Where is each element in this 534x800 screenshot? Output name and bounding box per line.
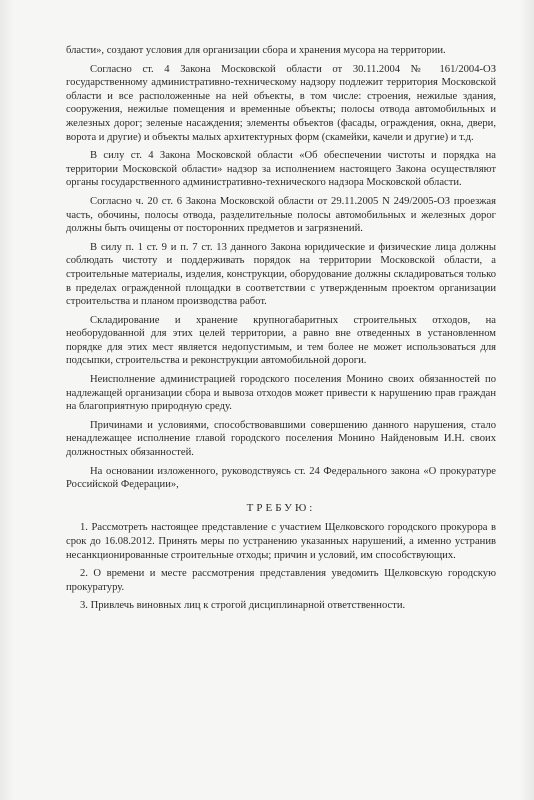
paragraph-waste-storage: Складирование и хранение крупногабаритных строительных отходов, на необорудованной для этих целей территории, а равно вне отведенных в установленном порядке для этих мест является недопустимым, и тем более не может использоваться для подсыпки, строительства и реконструкции автомобильной дороги. <box>66 314 496 367</box>
paragraph-non-performance: Неисполнение администрацией городского поселения Монино своих обязанностей по надлежащей организации сбора и вывоза отходов может привести к нарушению прав граждан на благоприятную природную среду. <box>66 374 496 413</box>
paragraph-law-161: Согласно ст. 4 Закона Московской области от 30.11.2004 № 161/2004-ОЗ государственному административно-техническому надзору подлежит территория Московской области и все расположенные на ней объекты, в том числе: строения, нежилые здания, сооружения, нежилые помещения и временные объекты; полосы отвода автомобильных и железных дорог; зеленые насаждения; элементы объектов (фасады, ограждения, окна, двери, ворота и другие) и объекты малых архитектурных форм (скамейки, качели и другие) и т.д. <box>66 63 496 143</box>
demand-item-1: 1. Рассмотреть настоящее представление с участием Щелковского городского прокурора в срок до 16.08.2012. Принять меры по устранению указанных нарушений, а именно устранив несанкционированные строительные отходы; причин и условий, им способствующих. <box>66 522 496 561</box>
demand-item-3: 3. Привлечь виновных лиц к строгой дисциплинарной ответственности. <box>80 600 406 612</box>
demand-heading: ТРЕБУЮ: <box>246 501 316 514</box>
paragraph-law-249: Согласно ч. 20 ст. 6 Закона Московской области от 29.11.2005 N 249/2005-ОЗ проезжая часть, обочины, полосы отвода, разделительные полосы автомобильных и железных дорог должны быть очищены от посторонних предметов и загрязнений. <box>66 195 496 235</box>
document-body <box>66 44 496 613</box>
paragraph-continuation: бласти», создают условия для организации сбора и хранения мусора на территории. <box>66 45 446 56</box>
paragraph-obligations: В силу п. 1 ст. 9 и п. 7 ст. 13 данного Закона юридические и физические лица должны соблюдать чистоту и поддерживать порядок на территории Московской области, а строительные материалы, изделия, конструкции, оборудование должны складироваться только в пределах огражденной площадки в соответствии с утвержденным проектом организации строительства и планом производства работ. <box>66 241 496 308</box>
demand-item-2: 2. О времени и месте рассмотрения представления уведомить Щелковскую городскую прокуратуру. <box>66 568 496 593</box>
paragraph-causes: Причинами и условиями, способствовавшими совершению данного нарушения, стало ненадлежащее исполнение главой городского поселения Монино Найденовым И.Н. своих должностных обязанностей. <box>66 419 496 459</box>
paragraph-supervision: В силу ст. 4 Закона Московской области «Об обеспечении чистоты и порядка на территории Московской области» надзор за исполнением настоящего Закона осуществляют органы государственного административно-технического надзора Московской области. <box>66 150 496 189</box>
paragraph-basis: На основании изложенного, руководствуясь ст. 24 Федерального закона «О прокуратуре Российской Федерации», <box>66 465 496 491</box>
